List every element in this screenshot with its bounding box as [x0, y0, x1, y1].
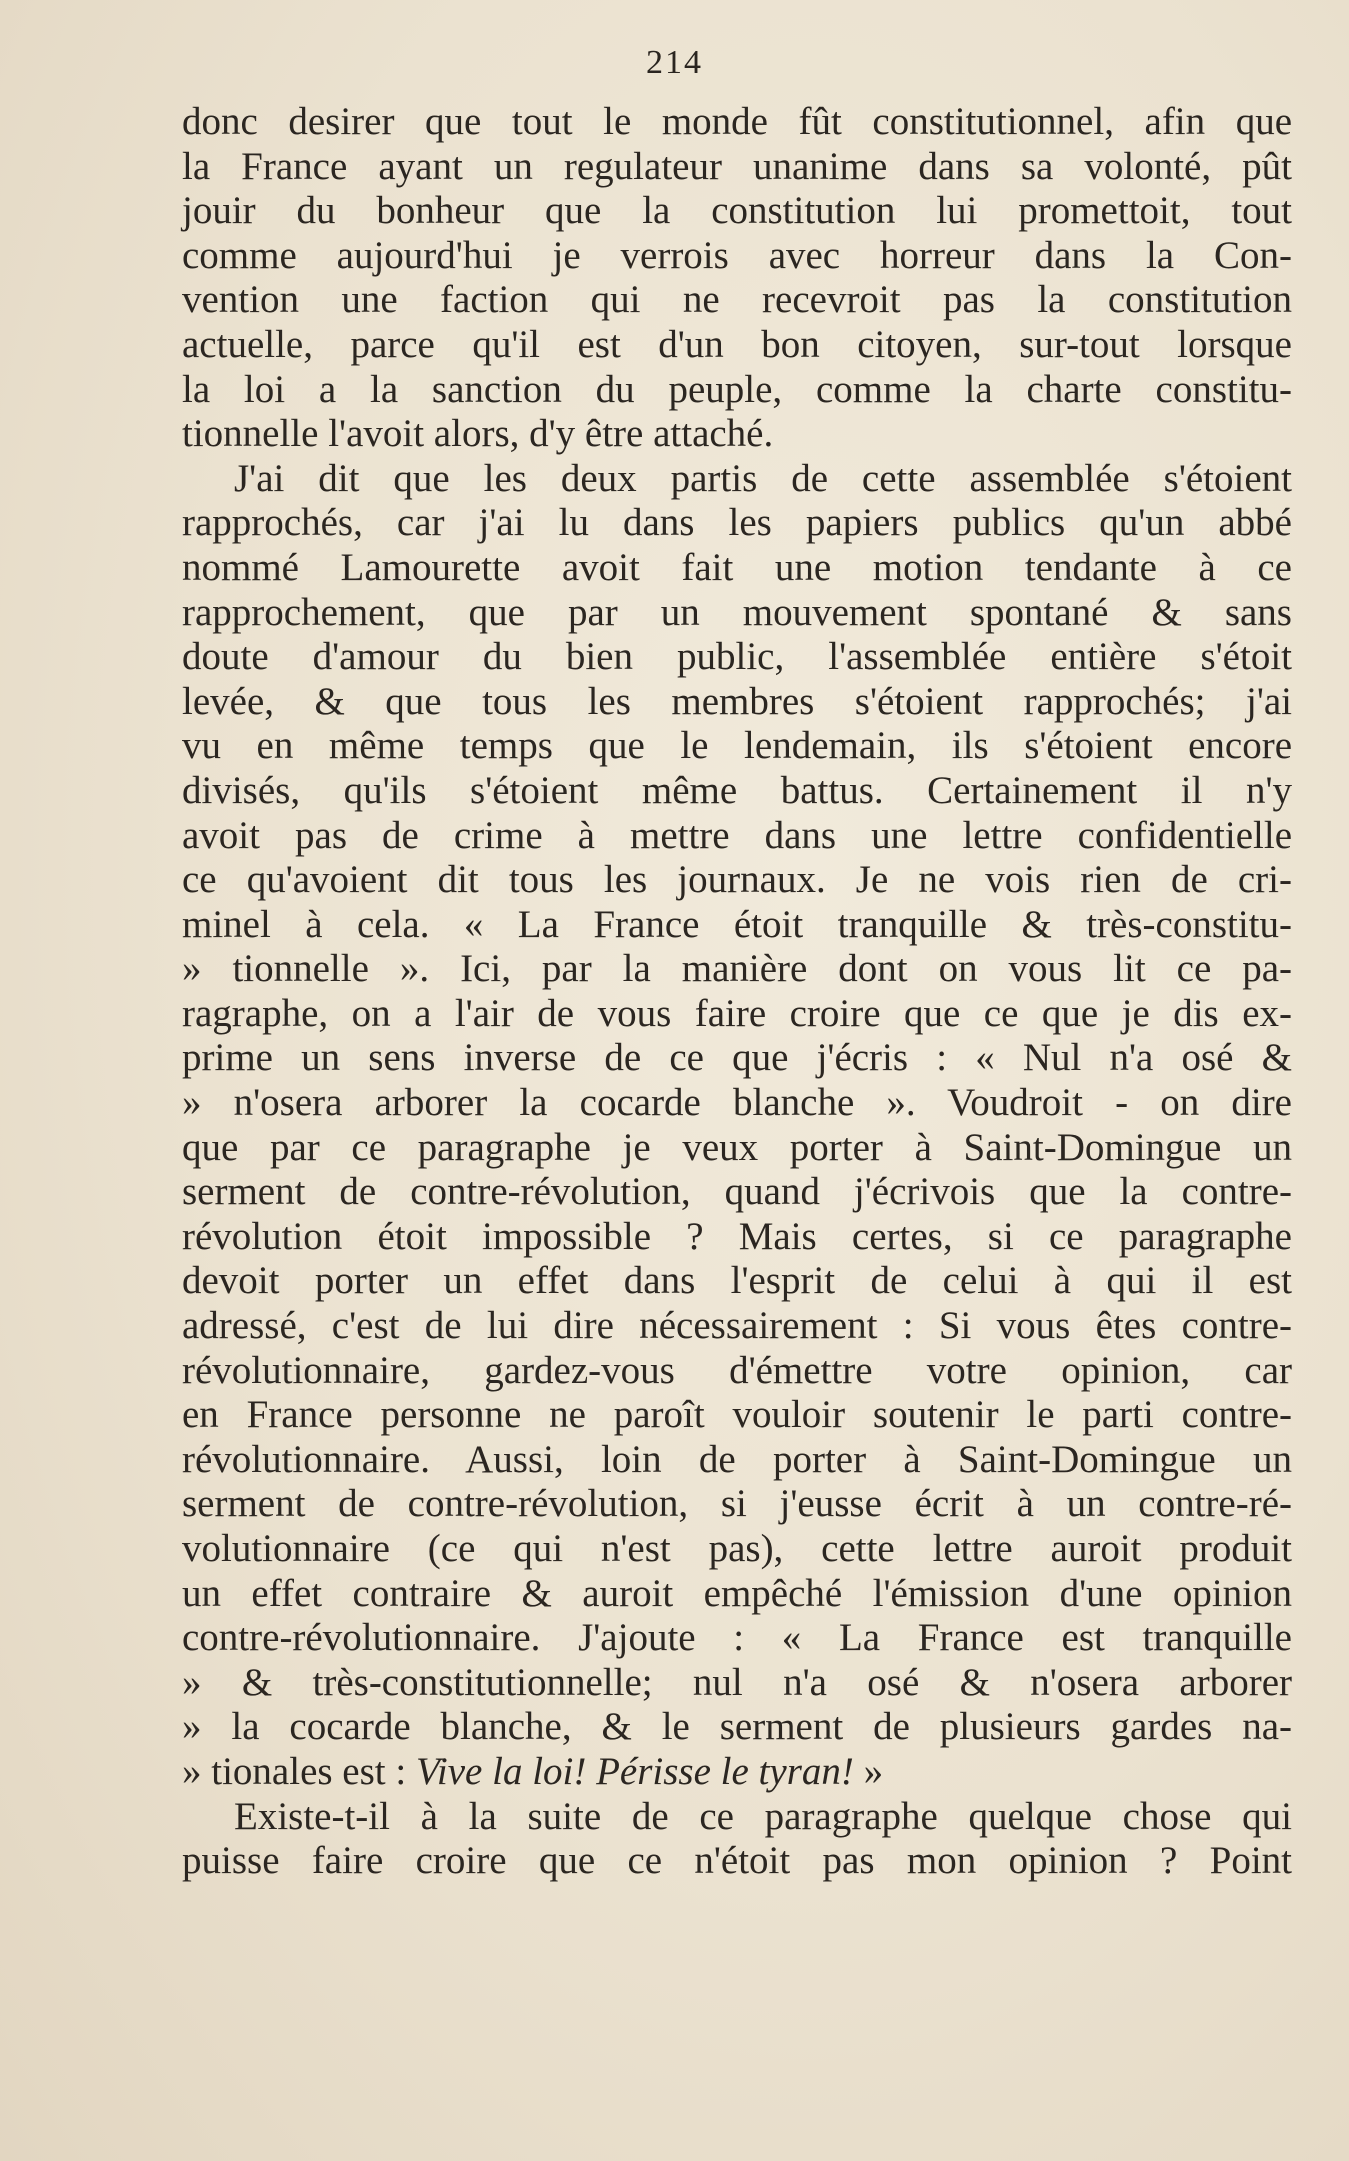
text-line: doute d'amour du bien public, l'assemblée entière s'étoit	[182, 635, 1292, 679]
text-line: » la cocarde blanche, & le serment de plusieurs gardes na-	[182, 1705, 1292, 1749]
text-line-with-quote	[182, 1750, 1292, 1795]
text-line: rapprochés, car j'ai lu dans les papiers publics qu'un abbé	[182, 501, 1292, 545]
text-line: la France ayant un regulateur unanime dans sa volonté, pût	[182, 144, 1292, 188]
text-line: rapprochement, que par un mouvement spontané & sans	[182, 590, 1292, 634]
text-line: un effet contraire & auroit empêché l'émission d'une opinion	[182, 1571, 1292, 1615]
text-line: nommé Lamourette avoit fait une motion tendante à ce	[182, 545, 1292, 589]
text-line: volutionnaire (ce qui n'est pas), cette lettre auroit produit	[182, 1527, 1292, 1570]
text-line: ragraphe, on a l'air de vous faire croire que ce que je dis ex-	[182, 991, 1292, 1035]
text-line: » n'osera arborer la cocarde blanche ». Voudroit - on dire	[182, 1081, 1292, 1125]
page-number: 214	[646, 44, 703, 81]
text-line: la loi a la sanction du peuple, comme la charte constitu-	[182, 367, 1292, 411]
text-line: donc desirer que tout le monde fût constitutionnel, afin que	[182, 100, 1292, 143]
text-line: serment de contre-révolution, si j'eusse écrit à un contre-ré-	[182, 1482, 1292, 1526]
text-line: devoit porter un effet dans l'esprit de celui à qui il est	[182, 1259, 1292, 1303]
text-line: actuelle, parce qu'il est d'un bon citoyen, sur-tout lorsque	[182, 322, 1292, 366]
text-line: révolution étoit impossible ? Mais certes, si ce paragraphe	[182, 1214, 1292, 1258]
text-line: » tionnelle ». Ici, par la manière dont on vous lit ce pa-	[182, 947, 1292, 991]
text-line: divisés, qu'ils s'étoient même battus. Certainement il n'y	[182, 768, 1292, 812]
text-line: levée, & que tous les membres s'étoient rapprochés; j'ai	[182, 679, 1292, 723]
text-line: jouir du bonheur que la constitution lui promettoit, tout	[182, 189, 1292, 233]
text-line: contre-révolutionnaire. J'ajoute : « La France est tranquille	[182, 1616, 1292, 1660]
quote-close: »	[853, 1749, 884, 1793]
text-line: révolutionnaire. Aussi, loin de porter à Saint-Domingue un	[182, 1437, 1292, 1481]
text-line-paragraph-end: tionnelle l'avoit alors, d'y être attaché.	[182, 412, 774, 456]
text-line: vu en même temps que le lendemain, ils s'étoient encore	[182, 724, 1292, 768]
text-line: prime un sens inverse de ce que j'écris : « Nul n'a osé &	[182, 1036, 1292, 1080]
text-line: puisse faire croire que ce n'étoit pas mon opinion ? Point	[182, 1839, 1292, 1883]
text-line: que par ce paragraphe je veux porter à Saint-Domingue un	[182, 1125, 1292, 1169]
quote-lead: » tionales est :	[182, 1749, 416, 1793]
text-line: minel à cela. « La France étoit tranquille & très-constitu-	[182, 902, 1292, 946]
text-line: révolutionnaire, gardez-vous d'émettre votre opinion, car	[182, 1348, 1292, 1392]
text-line: serment de contre-révolution, quand j'écrivois que la contre-	[182, 1170, 1292, 1214]
italic-quote: Vive la loi! Périsse le tyran!	[415, 1749, 854, 1793]
body-text	[182, 100, 1292, 1884]
text-line: comme aujourd'hui je verrois avec horreur dans la Con-	[182, 233, 1292, 277]
text-line: vention une faction qui ne recevroit pas la constitution	[182, 278, 1292, 322]
text-line-paragraph-start: Existe-t-il à la suite de ce paragraphe quelque chose qui	[234, 1794, 1292, 1838]
text-line-paragraph-start: J'ai dit que les deux partis de cette assemblée s'étoient	[234, 456, 1292, 500]
text-line: » & très-constitutionnelle; nul n'a osé & n'osera arborer	[182, 1660, 1292, 1704]
text-line: adressé, c'est de lui dire nécessairement : Si vous êtes contre-	[182, 1304, 1292, 1348]
text-line: ce qu'avoient dit tous les journaux. Je ne vois rien de cri-	[182, 858, 1292, 902]
text-line: avoit pas de crime à mettre dans une lettre confidentielle	[182, 813, 1292, 857]
text-line: en France personne ne paroît vouloir soutenir le parti contre-	[182, 1393, 1292, 1437]
